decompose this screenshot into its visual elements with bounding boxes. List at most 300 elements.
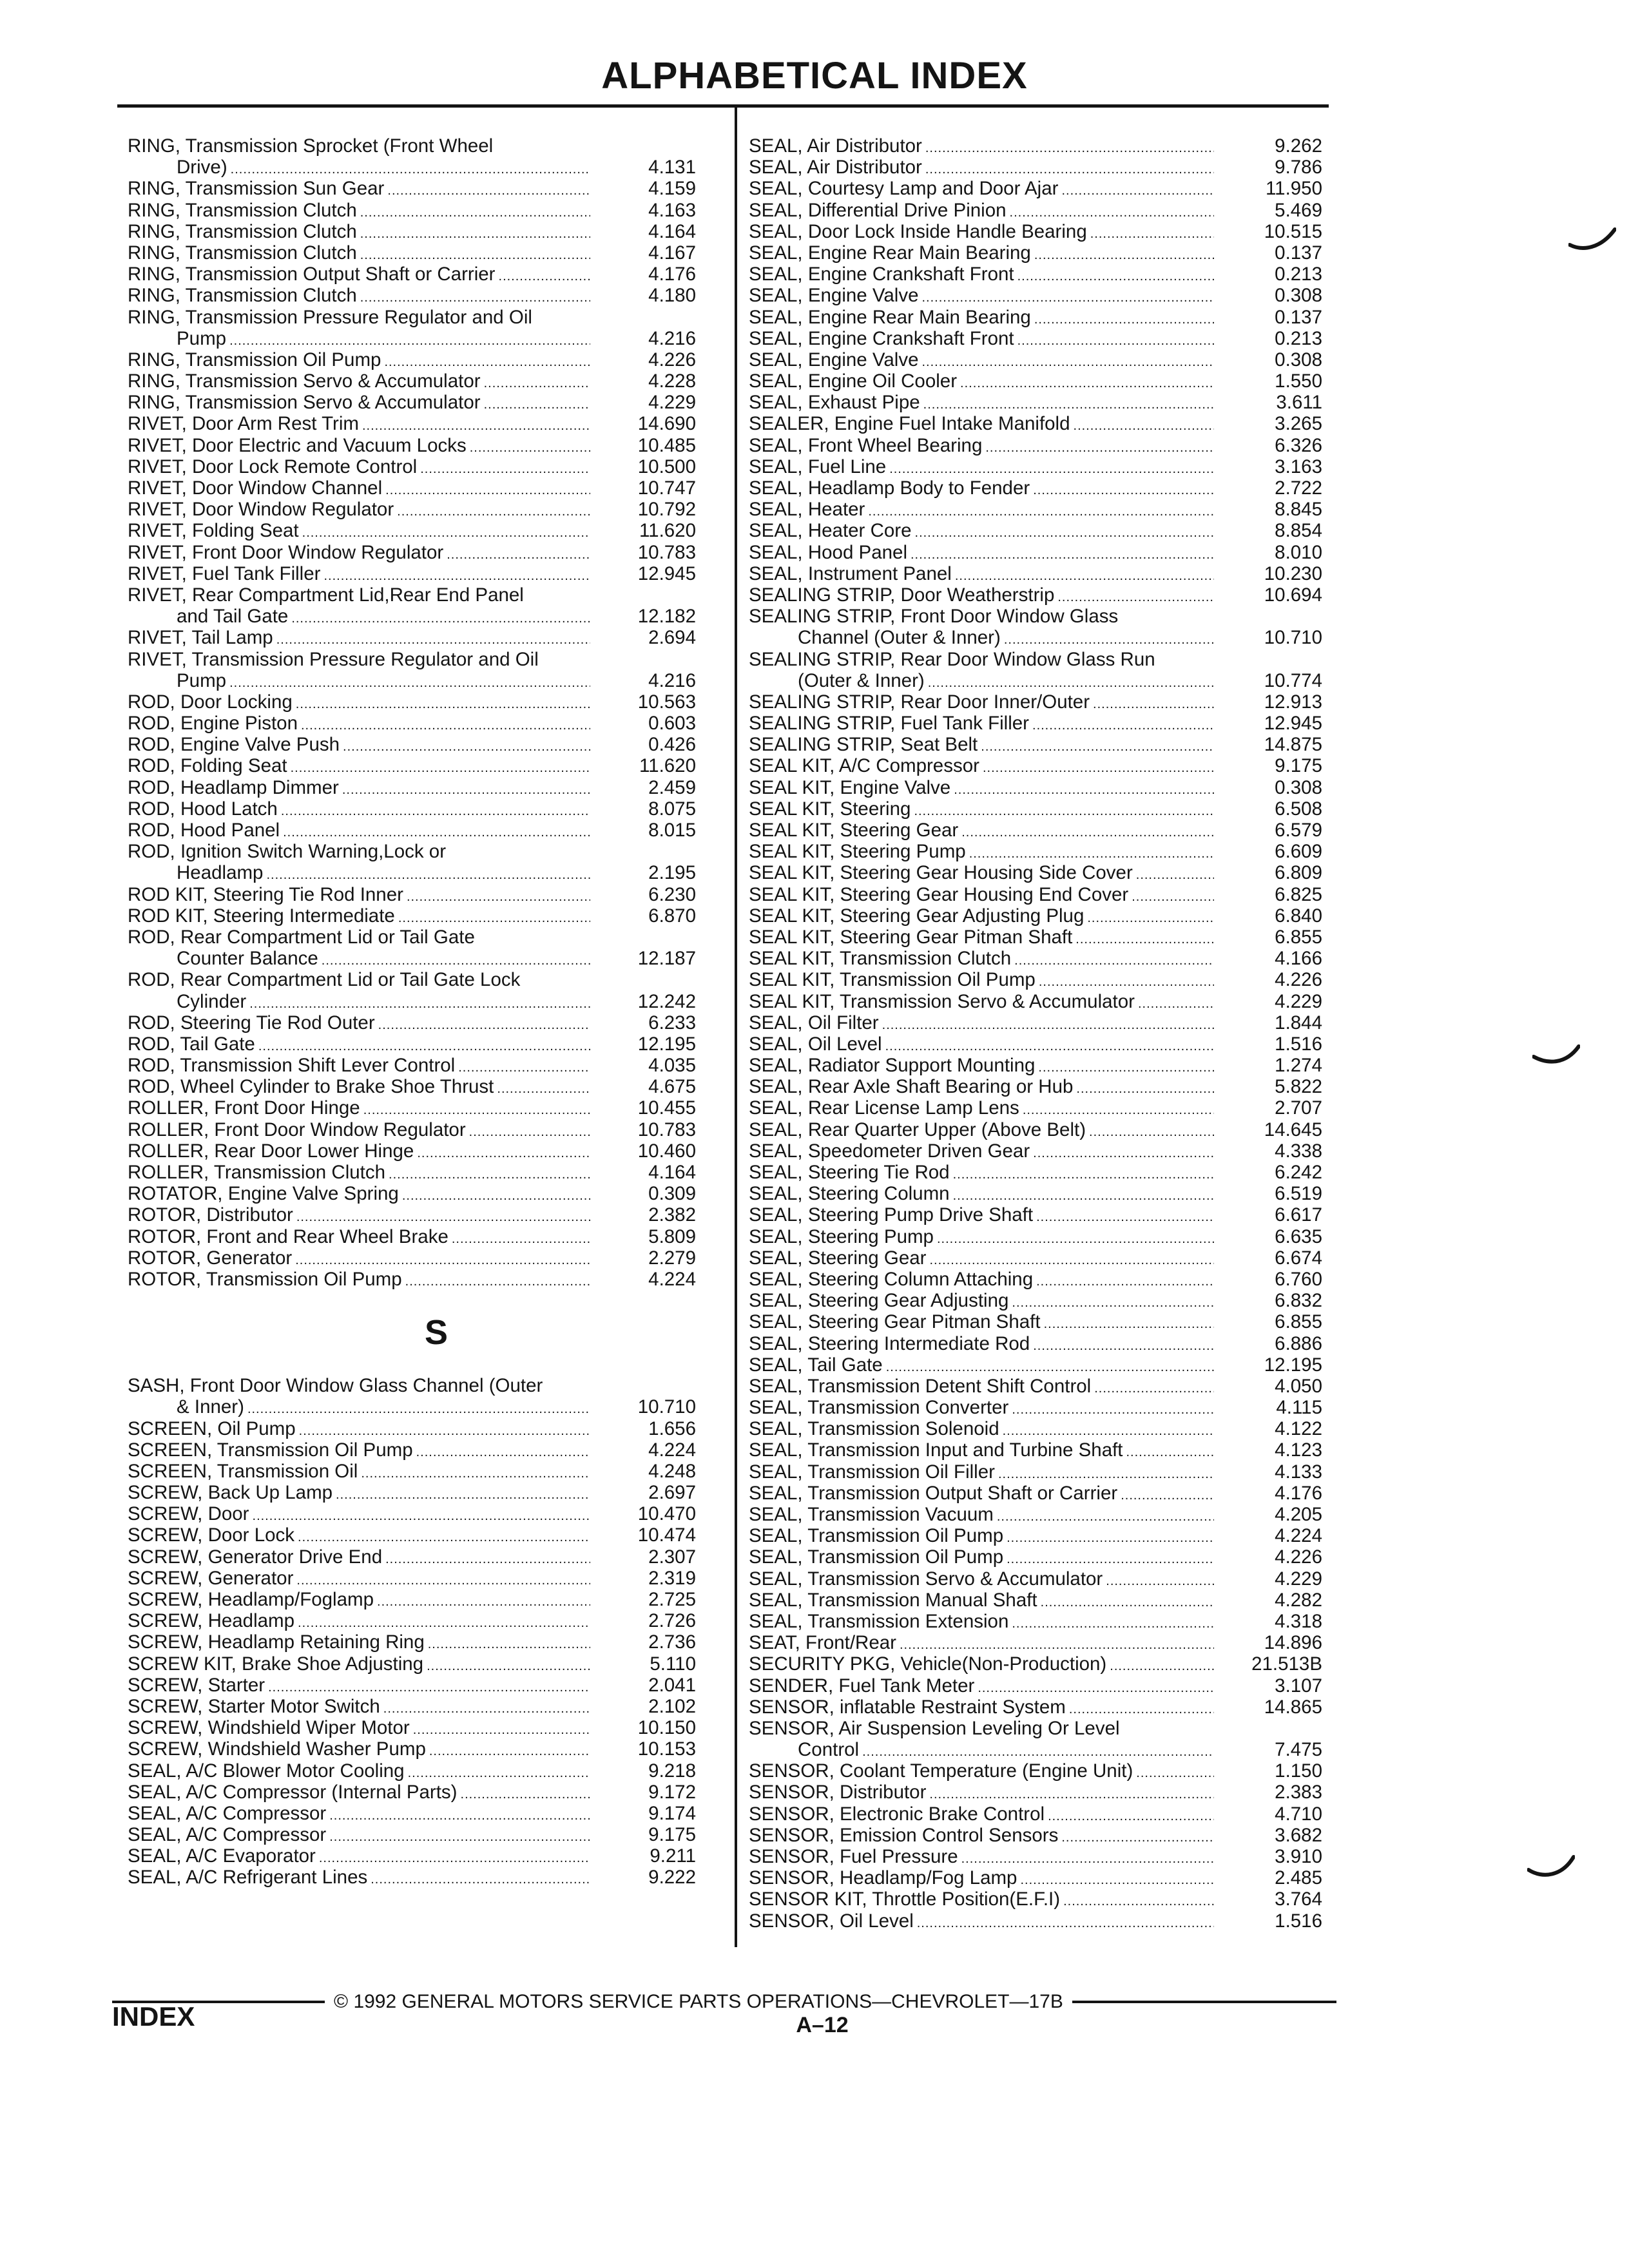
entry-page-ref: 6.519 (1275, 1183, 1322, 1205)
dot-leader (384, 349, 590, 370)
index-entry (128, 1119, 696, 1140)
index-entry (128, 691, 696, 713)
entry-page-ref: 6.617 (1275, 1204, 1322, 1226)
entry-text: SEAL KIT, A/C Compressor (749, 755, 979, 777)
dot-leader (969, 841, 1214, 862)
entry-page-ref: 4.159 (648, 178, 696, 200)
entry-label-wrap (128, 1439, 590, 1461)
entry-label-wrap (128, 1226, 590, 1247)
entry-page-ref: 6.886 (1275, 1332, 1322, 1354)
entry-label-wrap (749, 499, 1214, 520)
entry-page-ref: 14.865 (1264, 1696, 1322, 1718)
entry-text: RIVET, Transmission Pressure Regulator and Oil (128, 648, 539, 670)
index-entry (128, 1033, 696, 1055)
entry-text: ROD, Rear Compartment Lid or Tail Gate (128, 926, 475, 948)
index-entry (128, 1269, 696, 1290)
entry-page-ref: 2.485 (1275, 1867, 1322, 1889)
entry-page-ref: 6.825 (1275, 883, 1322, 905)
entry-label-wrap (128, 969, 590, 990)
entry-label-wrap (128, 413, 590, 434)
entry-text: SEAL, Rear Quarter Upper (Above Belt) (749, 1119, 1086, 1140)
entry-page-ref: 3.682 (1275, 1824, 1322, 1846)
entry-text: SEAL, Steering Gear (749, 1247, 927, 1269)
index-entry (749, 1718, 1322, 1739)
entry-text: ROLLER, Front Door Window Regulator (128, 1119, 466, 1140)
dot-leader (1036, 1204, 1214, 1225)
entry-text: RIVET, Door Electric and Vacuum Locks (128, 434, 467, 456)
entry-label-wrap (749, 1825, 1214, 1846)
entry-label-wrap (128, 755, 590, 776)
index-entry (749, 1055, 1322, 1076)
entry-text: SENSOR, Electronic Brake Control (749, 1803, 1045, 1825)
entry-page-ref: 4.122 (1275, 1418, 1322, 1440)
dot-leader (886, 1354, 1214, 1376)
index-entry (128, 1610, 696, 1631)
dot-leader (389, 1162, 590, 1183)
index-entry (128, 413, 696, 434)
entry-label-wrap (749, 755, 1214, 776)
index-entry (128, 328, 696, 349)
entry-page-ref: 4.131 (648, 157, 696, 178)
entry-text: SEAL, Steering Tie Rod (749, 1162, 950, 1183)
dot-leader (499, 264, 590, 285)
dot-leader (1138, 991, 1214, 1012)
entry-label-wrap (749, 1782, 1214, 1803)
entry-page-ref: 4.229 (1275, 990, 1322, 1012)
entry-label-wrap (749, 627, 1214, 648)
index-entry (128, 820, 696, 841)
index-entry (128, 734, 696, 755)
entry-label-wrap (128, 221, 590, 242)
dot-leader (360, 242, 590, 264)
entry-page-ref: 5.822 (1275, 1076, 1322, 1098)
entry-text: SCREW, Windshield Wiper Motor (128, 1717, 410, 1739)
dot-leader (247, 1396, 590, 1418)
dot-leader (961, 820, 1214, 841)
dot-leader (1044, 1311, 1214, 1332)
index-entry (749, 1632, 1322, 1653)
entry-label-wrap (128, 135, 590, 157)
dot-leader (1036, 1269, 1214, 1290)
index-entry (128, 1204, 696, 1225)
entry-label-wrap (749, 948, 1214, 969)
entry-page-ref: 1.274 (1275, 1055, 1322, 1077)
entry-page-ref: 12.195 (1264, 1354, 1322, 1376)
dot-leader (868, 499, 1214, 520)
entry-page-ref: 10.230 (1264, 562, 1322, 584)
page-title: ALPHABETICAL INDEX (601, 55, 1028, 97)
dot-leader (1014, 948, 1214, 969)
entry-page-ref: 5.469 (1275, 199, 1322, 221)
entry-text: SEAL, Heater (749, 499, 865, 521)
dot-leader (447, 542, 590, 563)
index-entry (749, 1397, 1322, 1418)
entry-label-wrap (128, 1738, 590, 1760)
entry-page-ref: 9.218 (648, 1760, 696, 1782)
section-letter: S (424, 1312, 448, 1352)
index-entry (128, 1396, 696, 1418)
entry-text: SEAL, Speedometer Driven Gear (749, 1140, 1030, 1162)
entry-label-wrap (749, 1611, 1214, 1632)
entry-text: RIVET, Fuel Tank Filler (128, 562, 321, 584)
index-entry (749, 798, 1322, 820)
index-entry (128, 1824, 696, 1845)
index-entry (749, 1653, 1322, 1675)
index-entry (128, 1418, 696, 1439)
entry-page-ref: 1.844 (1275, 1012, 1322, 1033)
index-entry (128, 1696, 696, 1717)
dot-leader (258, 1033, 590, 1055)
dot-leader (343, 734, 590, 755)
entry-page-ref: 3.163 (1275, 456, 1322, 477)
dot-leader (402, 1183, 590, 1204)
entry-label-wrap (749, 1397, 1214, 1418)
entry-text: SCREW, Headlamp Retaining Ring (128, 1631, 425, 1653)
entry-label-wrap (749, 991, 1214, 1012)
entry-text: SEAL, Oil Filter (749, 1012, 879, 1033)
index-entry (749, 734, 1322, 755)
entry-page-ref: 10.792 (637, 499, 696, 521)
left-entries-s (128, 1375, 696, 1888)
entry-text: SEAL, Door Lock Inside Handle Bearing (749, 220, 1087, 242)
entry-label-wrap (749, 1653, 1214, 1675)
entry-page-ref: 1.516 (1275, 1910, 1322, 1932)
index-entry (128, 1867, 696, 1888)
entry-label-wrap (128, 200, 590, 221)
entry-text: RIVET, Rear Compartment Lid,Rear End Panel (128, 584, 524, 606)
entry-page-ref: 10.515 (1264, 220, 1322, 242)
dot-leader (427, 1653, 590, 1675)
entry-label-wrap (128, 1418, 590, 1439)
entry-label-wrap (749, 1162, 1214, 1183)
index-entry (749, 969, 1322, 990)
entry-page-ref: 4.035 (648, 1055, 696, 1077)
index-entry (749, 370, 1322, 392)
index-entry (128, 370, 696, 392)
entry-page-ref: 1.656 (648, 1418, 696, 1439)
index-entry (128, 1546, 696, 1568)
entry-label-wrap (749, 1718, 1214, 1739)
entry-page-ref: 10.710 (1264, 627, 1322, 649)
dot-leader (301, 713, 590, 734)
entry-page-ref: 14.645 (1264, 1119, 1322, 1140)
entry-label-wrap (749, 1033, 1214, 1055)
entry-text: SCREEN, Transmission Oil (128, 1460, 358, 1482)
entry-text: ROLLER, Rear Door Lower Hinge (128, 1140, 414, 1162)
entry-text: SEAL, Transmission Oil Pump (749, 1525, 1004, 1547)
dot-leader (329, 1824, 590, 1845)
index-entry (128, 563, 696, 584)
entry-label-wrap (749, 157, 1214, 178)
dot-leader (978, 1675, 1214, 1696)
entry-page-ref: 4.216 (648, 669, 696, 691)
entry-label-wrap (128, 1012, 590, 1033)
entry-text: ROD, Wheel Cylinder to Brake Shoe Thrust (128, 1076, 494, 1098)
entry-label-wrap (749, 1076, 1214, 1097)
entry-page-ref: 4.710 (1275, 1803, 1322, 1825)
entry-page-ref: 12.913 (1264, 691, 1322, 713)
entry-page-ref: 21.513B (1251, 1653, 1322, 1675)
dot-leader (416, 1439, 590, 1461)
entry-text: SEAL KIT, Transmission Clutch (749, 948, 1012, 970)
dot-leader (342, 777, 590, 798)
index-entry (749, 1504, 1322, 1525)
entry-page-ref: 10.783 (637, 541, 696, 563)
dot-leader (1034, 242, 1214, 264)
entry-text: Counter Balance (177, 948, 318, 970)
entry-page-ref: 8.010 (1275, 541, 1322, 563)
entry-page-ref: 0.309 (648, 1183, 696, 1205)
entry-page-ref: 2.319 (648, 1567, 696, 1589)
dot-leader (276, 627, 590, 648)
dot-leader (953, 1162, 1214, 1183)
entry-label-wrap (749, 242, 1214, 264)
entry-text: SEAL, Rear Axle Shaft Bearing or Hub (749, 1076, 1074, 1098)
index-entry (128, 841, 696, 862)
entry-text: SEALING STRIP, Front Door Window Glass (749, 606, 1119, 628)
dot-leader (882, 1012, 1214, 1033)
entry-page-ref: 4.166 (1275, 948, 1322, 970)
entry-page-ref: 2.726 (648, 1610, 696, 1632)
index-entry (128, 1226, 696, 1247)
entry-label-wrap (128, 1375, 590, 1396)
dot-leader (281, 798, 590, 820)
index-entry (749, 1760, 1322, 1782)
entry-text: ROTOR, Front and Rear Wheel Brake (128, 1225, 448, 1247)
entry-text: RING, Transmission Pressure Regulator and Oil (128, 306, 532, 328)
index-entry (128, 1717, 696, 1738)
dot-leader (360, 200, 590, 221)
entry-page-ref: 4.176 (648, 264, 696, 285)
index-entry (749, 1525, 1322, 1546)
index-entry (749, 1076, 1322, 1097)
index-entry (128, 1482, 696, 1503)
index-entry (128, 349, 696, 370)
dot-leader (413, 1717, 590, 1738)
entry-page-ref: 10.694 (1264, 584, 1322, 606)
entry-label-wrap (128, 991, 590, 1012)
entry-label-wrap (749, 1546, 1214, 1568)
dot-leader (929, 1247, 1214, 1269)
entry-text: SEAL, Engine Oil Cooler (749, 370, 958, 392)
dot-leader (283, 820, 590, 841)
entry-label-wrap (749, 1590, 1214, 1611)
entry-label-wrap (749, 713, 1214, 734)
entry-label-wrap (749, 413, 1214, 434)
entry-text: SEALING STRIP, Rear Door Window Glass Run (749, 648, 1155, 670)
entry-label-wrap (749, 862, 1214, 883)
entry-page-ref: 9.211 (650, 1845, 696, 1867)
index-entry (749, 1162, 1322, 1183)
index-entry (749, 242, 1322, 264)
dot-leader (998, 1461, 1214, 1483)
entry-label-wrap (128, 713, 590, 734)
entry-label-wrap (128, 1204, 590, 1225)
margin-check-mark (1527, 1854, 1575, 1880)
entry-page-ref: 12.242 (637, 990, 696, 1012)
entry-label-wrap (749, 328, 1214, 349)
dot-leader (921, 285, 1214, 306)
entry-label-wrap (749, 1311, 1214, 1332)
entry-text: ROTATOR, Engine Valve Spring (128, 1183, 399, 1205)
index-entry (749, 1290, 1322, 1311)
dot-leader (1110, 1653, 1214, 1675)
index-entry (128, 777, 696, 798)
entry-text: SEAL, Engine Rear Main Bearing (749, 306, 1031, 328)
entry-text: SEAL, Engine Crankshaft Front (749, 264, 1014, 285)
index-entry (128, 242, 696, 264)
dot-leader (1032, 713, 1214, 734)
entry-page-ref: 6.233 (648, 1012, 696, 1033)
entry-label-wrap (128, 1183, 590, 1204)
footer-label: INDEX (112, 2001, 195, 2032)
entry-label-wrap (128, 1055, 590, 1076)
entry-page-ref: 0.426 (648, 734, 696, 756)
dot-leader (923, 392, 1214, 413)
entry-label-wrap (749, 1418, 1214, 1439)
entry-text: SEAL, Steering Gear Pitman Shaft (749, 1311, 1041, 1333)
entry-label-wrap (749, 370, 1214, 392)
dot-leader (1007, 1546, 1214, 1568)
entry-page-ref: 1.516 (1275, 1033, 1322, 1055)
entry-label-wrap (128, 1717, 590, 1738)
entry-text: SCREW, Generator (128, 1567, 294, 1589)
dot-leader (1033, 1333, 1214, 1354)
index-entry (749, 1333, 1322, 1354)
entry-text: RING, Transmission Sprocket (Front Wheel (128, 135, 494, 157)
entry-text: SEAL, Transmission Output Shaft or Carrier (749, 1482, 1118, 1504)
dot-leader (377, 1589, 590, 1610)
entry-page-ref: 11.950 (1265, 178, 1322, 200)
right-entries (749, 135, 1322, 1932)
entry-label-wrap (128, 1568, 590, 1589)
entry-text: SCREW, Headlamp (128, 1610, 295, 1632)
entry-label-wrap (749, 477, 1214, 499)
entry-page-ref: 2.041 (648, 1674, 696, 1696)
entry-text: ROTOR, Generator (128, 1247, 293, 1269)
entry-page-ref: 10.460 (637, 1140, 696, 1162)
entry-page-ref: 0.213 (1275, 327, 1322, 349)
dot-leader (295, 1247, 590, 1269)
entry-label-wrap (128, 1097, 590, 1119)
entry-page-ref: 10.470 (637, 1503, 696, 1525)
index-entry (749, 307, 1322, 328)
index-entry (128, 178, 696, 199)
entry-label-wrap (749, 969, 1214, 990)
dot-leader (885, 1033, 1214, 1055)
entry-label-wrap (128, 1503, 590, 1524)
index-entry (749, 606, 1322, 627)
dot-leader (1076, 1076, 1214, 1097)
entry-page-ref: 3.910 (1275, 1846, 1322, 1867)
entry-page-ref: 9.262 (1275, 135, 1322, 157)
entry-page-ref: 4.226 (648, 349, 696, 370)
entry-text: SENSOR, inflatable Restraint System (749, 1696, 1066, 1718)
entry-page-ref: 4.133 (1275, 1461, 1322, 1483)
dot-leader (925, 157, 1214, 178)
dot-leader (323, 563, 590, 584)
entry-page-ref: 6.832 (1275, 1290, 1322, 1312)
entry-label-wrap (749, 584, 1214, 606)
dot-leader (385, 477, 590, 499)
index-entry (749, 1782, 1322, 1803)
dot-leader (937, 1226, 1214, 1247)
entry-page-ref: 4.164 (648, 220, 696, 242)
index-entry (749, 948, 1322, 969)
index-entry (128, 584, 696, 606)
entry-label-wrap (128, 1461, 590, 1482)
dot-leader (1004, 627, 1214, 648)
entry-page-ref: 0.308 (1275, 285, 1322, 307)
dot-leader (1007, 1525, 1214, 1546)
entry-page-ref: 4.050 (1275, 1375, 1322, 1397)
entry-page-ref: 11.620 (639, 520, 696, 542)
index-entry (749, 649, 1322, 670)
index-entry (749, 285, 1322, 306)
entry-label-wrap (128, 1845, 590, 1867)
entry-text: SEAL, Steering Intermediate Rod (749, 1332, 1030, 1354)
entry-page-ref: 2.736 (648, 1631, 696, 1653)
dot-leader (291, 606, 590, 627)
entry-label-wrap (749, 1461, 1214, 1483)
entry-text: SEAL, Transmission Vacuum (749, 1504, 994, 1525)
entry-text: ROTOR, Distributor (128, 1204, 293, 1226)
index-entry (128, 157, 696, 178)
entry-label-wrap (749, 1888, 1214, 1910)
entry-label-wrap (128, 392, 590, 413)
entry-page-ref: 3.265 (1275, 413, 1322, 435)
entry-label-wrap (128, 1140, 590, 1162)
dot-leader (249, 991, 590, 1012)
entry-label-wrap (128, 1396, 590, 1418)
entry-label-wrap (128, 157, 590, 178)
dot-leader (914, 798, 1214, 820)
entry-text: SEAL, Air Distributor (749, 157, 922, 178)
entry-label-wrap (749, 135, 1214, 157)
entry-label-wrap (749, 927, 1214, 948)
entry-label-wrap (128, 435, 590, 456)
entry-page-ref: 6.242 (1275, 1162, 1322, 1183)
entry-label-wrap (749, 905, 1214, 927)
index-entry (749, 542, 1322, 563)
dot-leader (1126, 1439, 1215, 1461)
entry-label-wrap (749, 520, 1214, 541)
entry-text: SEAL KIT, Engine Valve (749, 776, 951, 798)
copyright-line (112, 1991, 1336, 2013)
index-entry (749, 1888, 1322, 1910)
entry-text: SCREEN, Transmission Oil Pump (128, 1439, 413, 1461)
entry-text: SCREW, Windshield Washer Pump (128, 1738, 426, 1760)
entry-page-ref: 9.174 (648, 1802, 696, 1824)
index-entry (128, 1055, 696, 1076)
index-entry (749, 264, 1322, 285)
dot-leader (961, 1846, 1214, 1867)
entry-text: SEAL, Engine Rear Main Bearing (749, 242, 1031, 264)
entry-text: SASH, Front Door Window Glass Channel (Outer (128, 1375, 543, 1397)
entry-page-ref: 4.228 (648, 370, 696, 392)
index-entry (749, 435, 1322, 456)
entry-label-wrap (749, 1354, 1214, 1376)
page-number: A–12 (796, 2013, 849, 2037)
entry-page-ref: 3.611 (1276, 392, 1322, 414)
index-entry (749, 713, 1322, 734)
left-entries-r (128, 135, 696, 1290)
entry-page-ref: 6.674 (1275, 1247, 1322, 1269)
index-entry (128, 1140, 696, 1162)
entry-page-ref: 0.603 (648, 713, 696, 735)
entry-text: RING, Transmission Clutch (128, 285, 357, 307)
entry-text: SEAL, A/C Blower Motor Cooling (128, 1760, 405, 1782)
